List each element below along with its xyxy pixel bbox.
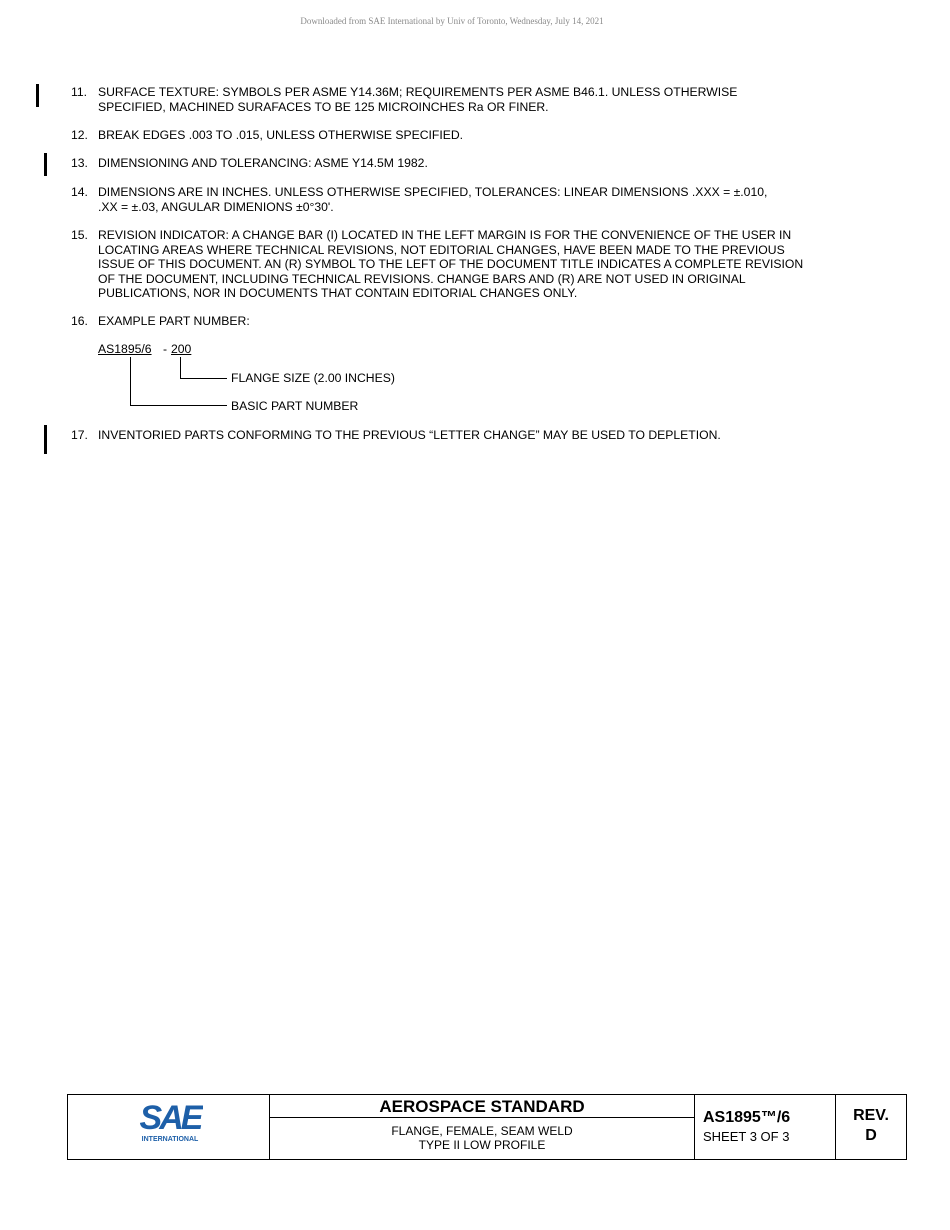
note-text-line: INVENTORIED PARTS CONFORMING TO THE PREVIOUS “LETTER CHANGE” MAY BE USED TO DEPLETION. xyxy=(98,428,721,442)
note-16 xyxy=(71,314,831,329)
note-number: 11. xyxy=(71,85,88,99)
base-leader-horizontal xyxy=(130,405,227,406)
note-text-line: OF THE DOCUMENT, INCLUDING TECHNICAL REVISIONS. CHANGE BARS AND (R) ARE NOT USED IN ORIGINAL xyxy=(98,271,746,286)
note-15 xyxy=(71,228,831,301)
note-13 xyxy=(71,156,831,171)
note-text-line: ISSUE OF THIS DOCUMENT. AN (R) SYMBOL TO THE LEFT OF THE DOCUMENT TITLE INDICATES A COMPLETE REVISION xyxy=(98,257,804,271)
note-text-line: .XX = ±.03, ANGULAR DIMENIONS ±0°30'. xyxy=(98,199,334,214)
note-number: 15. xyxy=(71,228,88,242)
sae-logo xyxy=(137,1101,203,1143)
note-number: 14. xyxy=(71,185,88,199)
note-text-line: REVISION INDICATOR: A CHANGE BAR (I) LOCATED IN THE LEFT MARGIN IS FOR THE CONVENIENCE OF THE USER IN xyxy=(98,228,792,242)
size-leader-vertical xyxy=(180,357,181,379)
part-number-base: AS1895/6 xyxy=(98,342,152,356)
note-text-line: SPECIFIED, MACHINED SURAFACES TO BE 125 MICROINCHES Ra OR FINER. xyxy=(98,99,549,114)
flange-size-label: FLANGE SIZE (2.00 INCHES) xyxy=(231,371,395,385)
document-title xyxy=(270,1124,694,1152)
note-number: 12. xyxy=(71,128,88,142)
sae-logo-lettering: SAE xyxy=(139,1101,201,1137)
change-bar-note-13 xyxy=(44,153,47,176)
revision xyxy=(836,1106,906,1146)
change-bar-note-11 xyxy=(36,84,39,107)
note-text-line: EXAMPLE PART NUMBER: xyxy=(98,314,250,328)
basic-part-number-label: BASIC PART NUMBER xyxy=(231,399,359,413)
note-number: 16. xyxy=(71,314,88,328)
change-bar-note-17 xyxy=(44,425,47,454)
note-text-line: BREAK EDGES .003 TO .015, UNLESS OTHERWISE SPECIFIED. xyxy=(98,128,464,142)
document-title-line-1: FLANGE, FEMALE, SEAM WELD xyxy=(391,1124,573,1138)
note-12 xyxy=(71,128,831,143)
note-text-line: LOCATING AREAS WHERE TECHNICAL REVISIONS, NOT EDITORIAL CHANGES, HAVE BEEN MADE TO THE PREVIOUS xyxy=(98,242,785,257)
note-text-line: SURFACE TEXTURE: SYMBOLS PER ASME Y14.36M; REQUIREMENTS PER ASME B46.1. UNLESS OTHERWISE xyxy=(98,85,738,99)
revision-value: D xyxy=(865,1127,877,1144)
revision-label: REV. xyxy=(853,1107,889,1124)
title-block-logo-cell xyxy=(68,1095,270,1159)
note-number: 13. xyxy=(71,156,88,170)
document-number: AS1895™/6 xyxy=(703,1109,791,1126)
download-watermark: Downloaded from SAE International by Univ of Toronto, Wednesday, July 14, 2021 xyxy=(300,16,604,26)
title-block-title-cell xyxy=(270,1095,695,1159)
note-text-line: DIMENSIONS ARE IN INCHES. UNLESS OTHERWISE SPECIFIED, TOLERANCES: LINEAR DIMENSIONS .XXX = ±.010, xyxy=(98,185,768,199)
title-block xyxy=(67,1094,907,1160)
note-14 xyxy=(71,185,831,214)
note-number: 17. xyxy=(71,428,88,442)
note-text-line: DIMENSIONING AND TOLERANCING: ASME Y14.5M 1982. xyxy=(98,156,428,170)
title-block-document-cell xyxy=(695,1095,836,1159)
size-leader-horizontal xyxy=(180,378,227,379)
base-leader-vertical xyxy=(130,357,131,406)
part-number-dash: - xyxy=(163,342,168,356)
title-block-revision-cell xyxy=(836,1095,906,1159)
note-text-line: PUBLICATIONS, NOR IN DOCUMENTS THAT CONTAIN EDITORIAL CHANGES ONLY. xyxy=(98,286,578,300)
sae-logo-subtext: INTERNATIONAL xyxy=(141,1136,199,1143)
part-number-size: 200 xyxy=(171,342,192,356)
note-17 xyxy=(71,428,831,443)
standard-label: AEROSPACE STANDARD xyxy=(270,1095,694,1118)
document-title-line-2: TYPE II LOW PROFILE xyxy=(418,1138,546,1152)
note-11 xyxy=(71,85,831,114)
sheet-number: SHEET 3 OF 3 xyxy=(703,1129,790,1144)
